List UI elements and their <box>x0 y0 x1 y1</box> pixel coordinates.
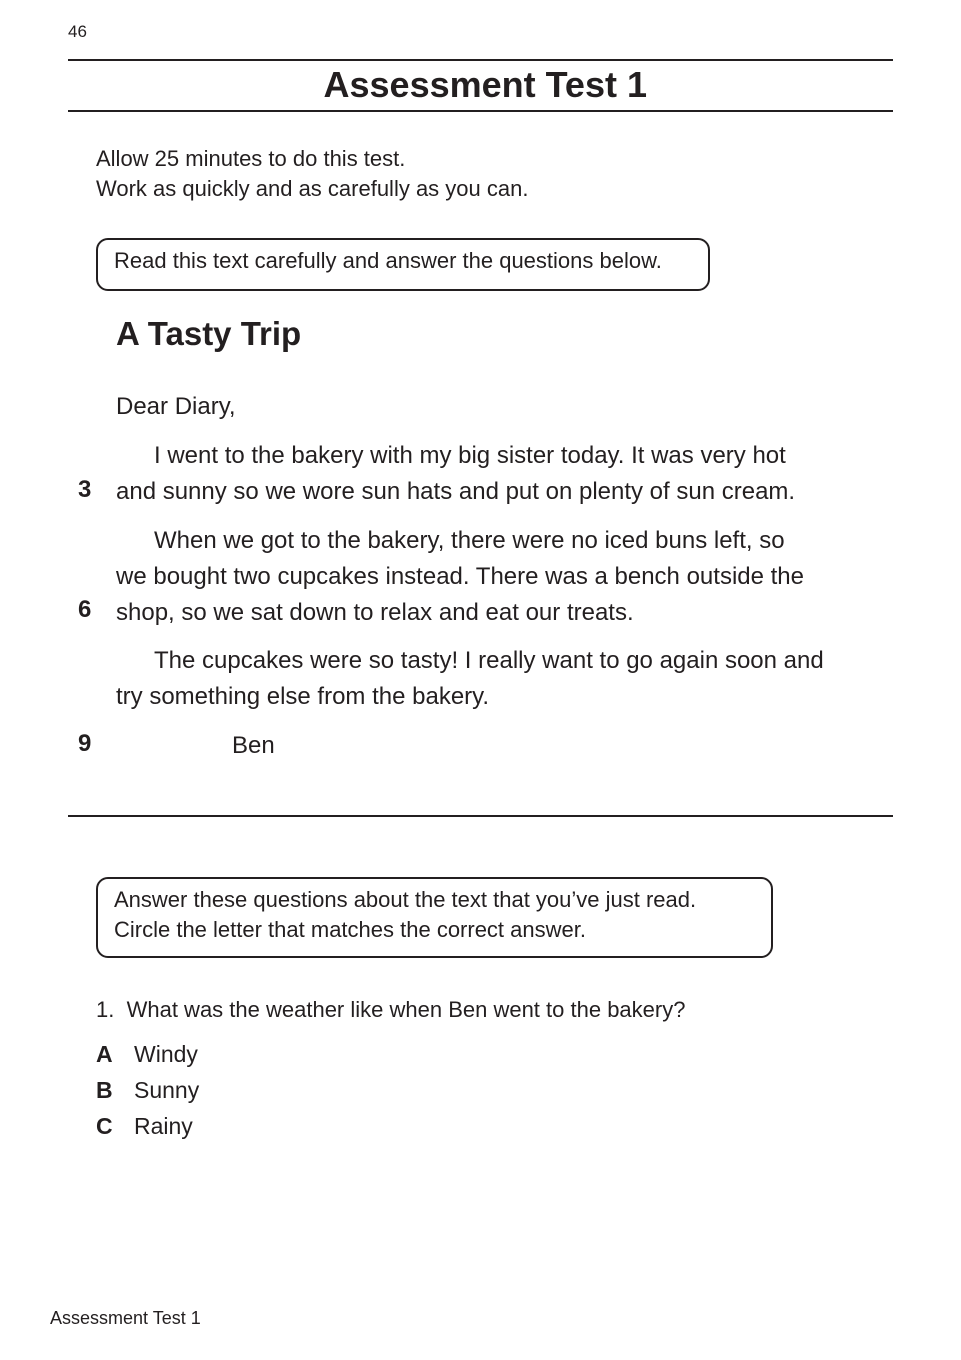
option-b[interactable] <box>96 1077 199 1104</box>
intro <box>96 144 528 204</box>
text-line: I went to the bakery with my big sister today. It was very hot <box>154 442 786 469</box>
divider <box>68 59 893 61</box>
question-number: 1. <box>96 997 115 1022</box>
text-line: we bought two cupcakes instead. There was a bench outside the <box>116 563 804 590</box>
option-letter: B <box>96 1077 113 1103</box>
instruction-box: Read this text carefully and answer the questions below. <box>96 238 710 291</box>
line-number: 6 <box>78 596 92 623</box>
instruction-box <box>96 877 773 958</box>
text-line: and sunny so we wore sun hats and put on plenty of sun cream. <box>116 478 796 505</box>
option-letter: C <box>96 1113 113 1139</box>
question-1 <box>96 997 685 1023</box>
paragraph-2 <box>116 523 906 631</box>
question-text: What was the weather like when Ben went to the bakery? <box>126 997 686 1022</box>
option-text: Sunny <box>134 1077 200 1103</box>
text-line: shop, so we sat down to relax and eat our treats. <box>116 599 634 626</box>
intro-line: Allow 25 minutes to do this test. <box>96 146 406 171</box>
paragraph-1 <box>116 438 906 510</box>
divider <box>68 110 893 112</box>
divider <box>68 815 893 817</box>
paragraph-3 <box>116 643 906 715</box>
page-title: Assessment Test 1 <box>323 64 647 105</box>
text-line: When we got to the bakery, there were no iced buns left, so <box>154 527 785 554</box>
greeting: Dear Diary, <box>116 393 236 420</box>
line-number: 3 <box>78 476 92 503</box>
footer: Assessment Test 1 <box>50 1308 201 1328</box>
story-heading: A Tasty Trip <box>116 315 302 352</box>
text-line: The cupcakes were so tasty! I really want to go again soon and <box>154 647 824 674</box>
option-text: Rainy <box>134 1113 193 1139</box>
text-line: try something else from the bakery. <box>116 683 490 710</box>
instruction-line: Circle the letter that matches the correct answer. <box>114 917 586 942</box>
signature: Ben <box>232 732 275 759</box>
intro-line: Work as quickly and as carefully as you can. <box>96 176 529 201</box>
line-number: 9 <box>78 730 92 757</box>
option-c[interactable] <box>96 1113 193 1140</box>
option-text: Windy <box>134 1041 198 1067</box>
page-number: 46 <box>68 22 87 41</box>
option-a[interactable] <box>96 1041 198 1068</box>
instruction-line: Answer these questions about the text that you’ve just read. <box>114 887 697 912</box>
option-letter: A <box>96 1041 113 1067</box>
